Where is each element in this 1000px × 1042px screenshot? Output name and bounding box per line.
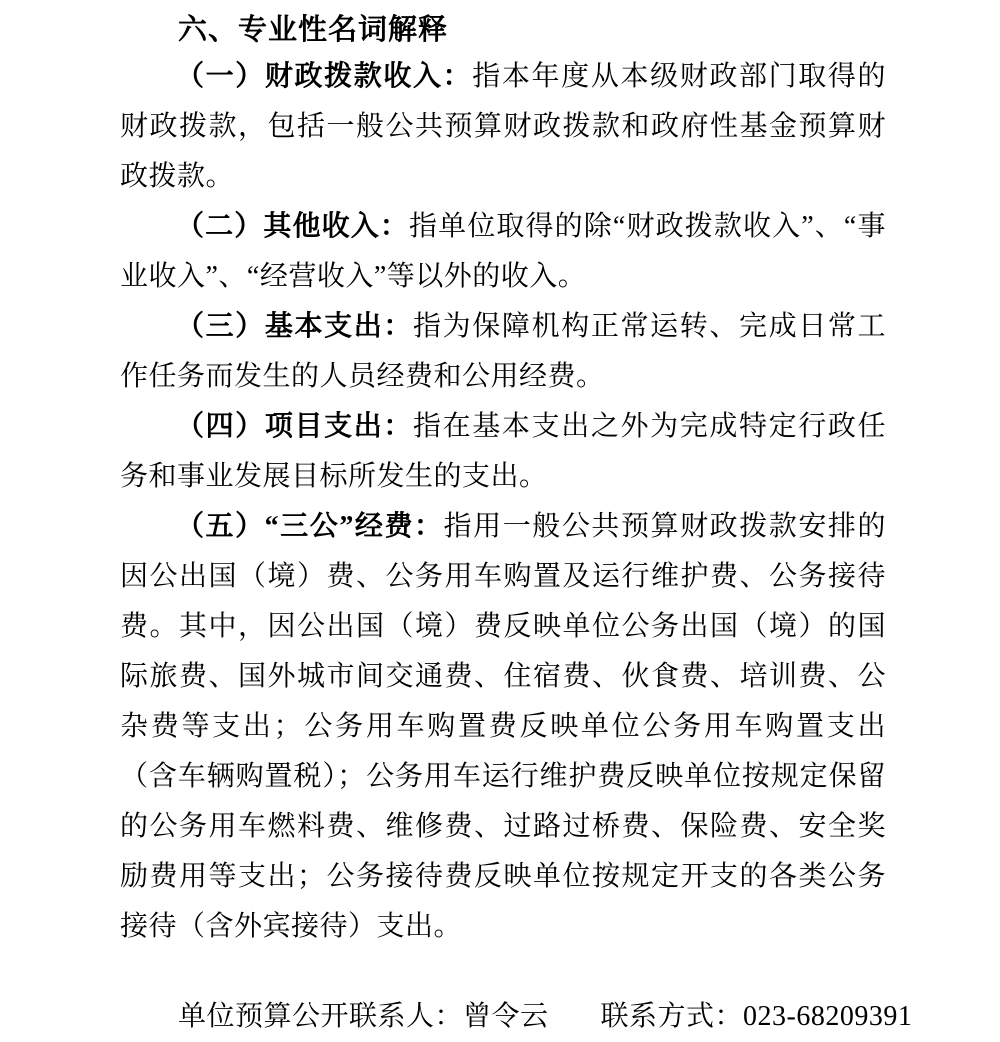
term-label: （五）“三公”经费： <box>176 511 444 542</box>
contact-label: 单位预算公开联系人： <box>178 1001 464 1032</box>
section-heading: 六、专业性名词解释 <box>178 14 449 46</box>
term-definition: 指单位取得的除“财政拨款收入”、“事业收入”、“经营收入”等以外的收入。 <box>120 211 886 292</box>
paragraph-project-expenditure <box>120 402 886 502</box>
term-label: （二）其他收入： <box>176 211 410 242</box>
term-definition: 指在基本支出之外为完成特定行政任务和事业发展目标所发生的支出。 <box>120 411 886 492</box>
paragraph-fiscal-appropriation-income <box>120 52 886 202</box>
phone-label: 联系方式： <box>600 1001 744 1032</box>
term-definition: 指为保障机构正常运转、完成日常工作任务而发生的人员经费和公用经费。 <box>120 311 886 392</box>
paragraph-basic-expenditure <box>120 302 886 402</box>
term-label: （四）项目支出： <box>176 411 414 442</box>
term-label: （三）基本支出： <box>176 311 414 342</box>
term-definition: 指用一般公共预算财政拨款安排的因公出国（境）费、公务用车购置及运行维护费、公务接待费。其中，因公出国（境）费反映单位公务出国（境）的国际旅费、国外城市间交通费、住宿费、伙食费、培训费、公杂费等支出；公务用车购置费反映单位公务用车购置支出（含车辆购置税）；公务用车运行维护费反映单位按规定保留的公务用车燃料费、维修费、过路过桥费、保险费、安全奖励费用等支出；公务接待费反映单位按规定开支的各类公务接待（含外宾接待）支出。 <box>120 511 886 942</box>
term-definition: 指本年度从本级财政部门取得的财政拨款，包括一般公共预算财政拨款和政府性基金预算财政拨款。 <box>120 61 886 192</box>
phone-number: 023-68209391 <box>743 1001 913 1032</box>
contact-name: 曾令云 <box>463 1001 549 1032</box>
paragraph-three-public-funds <box>120 502 886 952</box>
term-label: （一）财政拨款收入： <box>176 61 473 92</box>
paragraph-other-income <box>120 202 886 302</box>
contact-line <box>120 992 913 1042</box>
